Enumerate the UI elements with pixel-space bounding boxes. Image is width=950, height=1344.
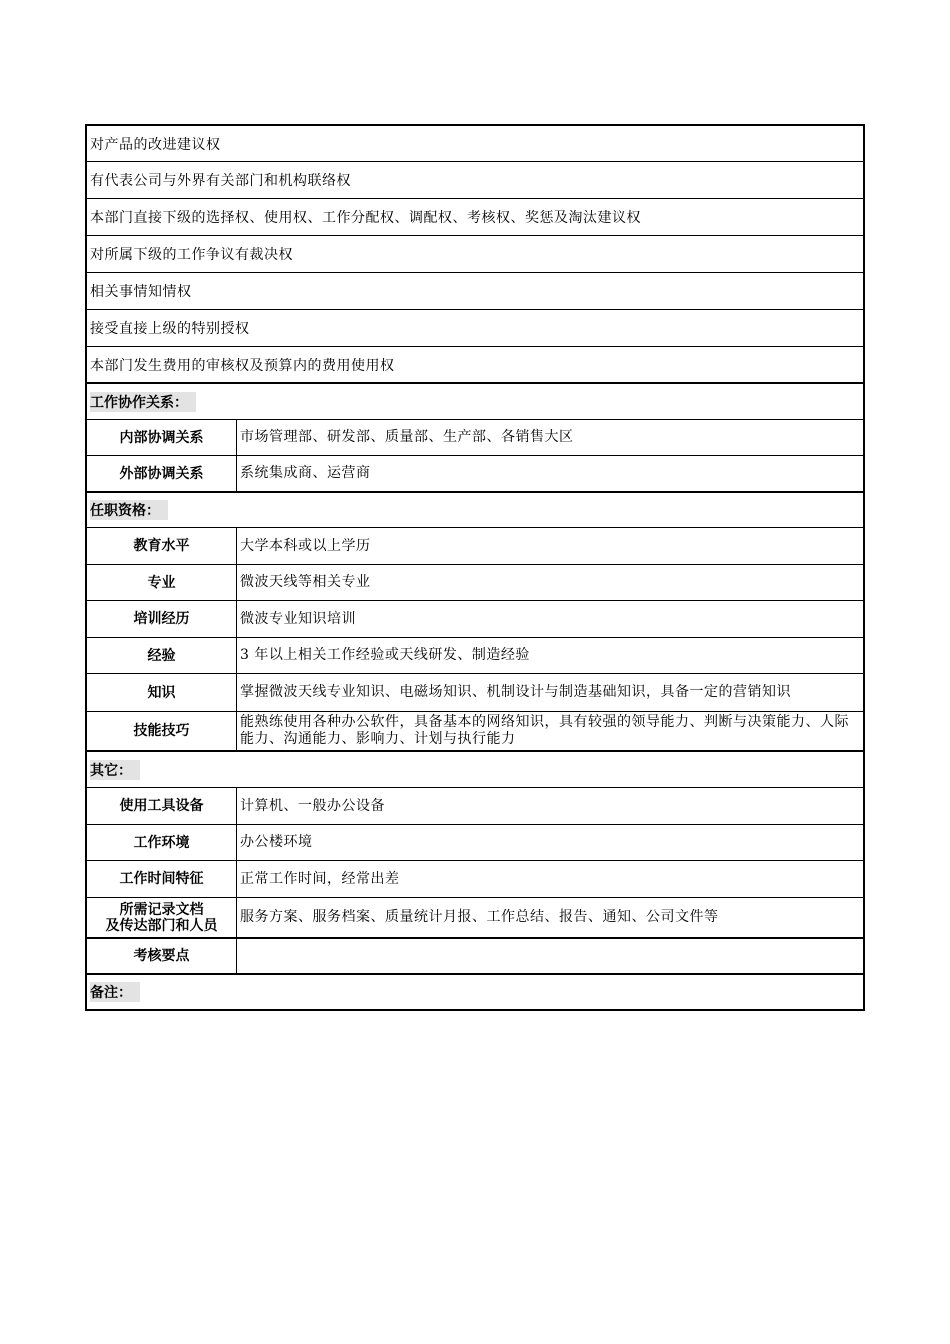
other-section-header [87,752,863,788]
knowledge-row [87,674,863,712]
authority-item: 对产品的改进建议权 [90,136,221,153]
documents-value: 服务方案、服务档案、质量统计月报、工作总结、报告、通知、公司文件等 [240,909,719,925]
job-description-table [85,124,865,1011]
major-row [87,565,863,601]
authority-item: 对所属下级的工作争议有裁决权 [90,247,293,263]
training-label: 培训经历 [87,601,237,637]
education-label: 教育水平 [87,528,237,564]
assessment-label: 考核要点 [87,939,237,973]
authority-row [87,310,863,347]
internal-coordination-value: 市场管理部、研发部、质量部、生产部、各销售大区 [240,429,574,445]
major-label: 专业 [87,565,237,600]
experience-label: 经验 [87,638,237,673]
external-coordination-label: 外部协调关系 [87,456,237,491]
assessment-row [87,939,863,975]
tools-label: 使用工具设备 [87,788,237,824]
authority-row [87,236,863,273]
training-row [87,601,863,638]
skills-row [87,712,863,752]
authority-row [87,162,863,199]
work-time-label: 工作时间特征 [87,861,237,897]
environment-row [87,825,863,861]
qualifications-section-header [87,493,863,528]
work-time-value: 正常工作时间，经常出差 [240,870,400,887]
authority-item: 相关事情知情权 [90,284,192,300]
authority-item: 有代表公司与外界有关部门和机构联络权 [90,173,351,189]
remarks-title: 备注： [90,982,140,1002]
authority-row [87,126,863,162]
documents-label [87,898,237,937]
authority-item: 本部门直接下级的选择权、使用权、工作分配权、调配权、考核权、奖惩及淘汰建议权 [90,210,641,226]
work-time-row [87,861,863,898]
assessment-value [237,939,863,973]
authority-item: 接受直接上级的特别授权 [90,321,250,337]
experience-value: 3 年以上相关工作经验或天线研发、制造经验 [240,647,530,663]
cooperation-title: 工作协作关系： [90,392,196,412]
authority-row [87,199,863,236]
external-coordination-row [87,456,863,493]
authority-row [87,273,863,310]
documents-row [87,898,863,939]
experience-row [87,638,863,674]
major-value: 微波天线等相关专业 [240,574,371,590]
authority-row [87,347,863,384]
environment-label: 工作环境 [87,825,237,860]
skills-label: 技能技巧 [87,712,237,750]
knowledge-value: 掌握微波天线专业知识、电磁场知识、机制设计与制造基础知识，具备一定的营销知识 [240,684,791,700]
documents-label-line2: 及传达部门和人员 [105,917,218,934]
internal-coordination-label: 内部协调关系 [87,420,237,455]
environment-value: 办公楼环境 [240,834,313,850]
skills-value: 能熟练使用各种办公软件，具备基本的网络知识，具有较强的领导能力、判断与决策能力、人际能力、沟通能力、影响力、计划与执行能力 [240,714,849,747]
education-value: 大学本科或以上学历 [240,537,371,554]
remarks-section-header [87,975,863,1009]
training-value: 微波专业知识培训 [240,610,356,627]
qualifications-title: 任职资格： [90,500,168,520]
internal-coordination-row [87,420,863,456]
tools-row [87,788,863,825]
knowledge-label: 知识 [87,674,237,711]
cooperation-section-header [87,384,863,420]
authority-item: 本部门发生费用的审核权及预算内的费用使用权 [90,357,395,374]
documents-label-line1: 所需记录文档 [119,901,204,918]
education-row [87,528,863,565]
other-title: 其它： [90,760,140,780]
external-coordination-value: 系统集成商、运营商 [240,465,371,481]
tools-value: 计算机、一般办公设备 [240,797,385,814]
